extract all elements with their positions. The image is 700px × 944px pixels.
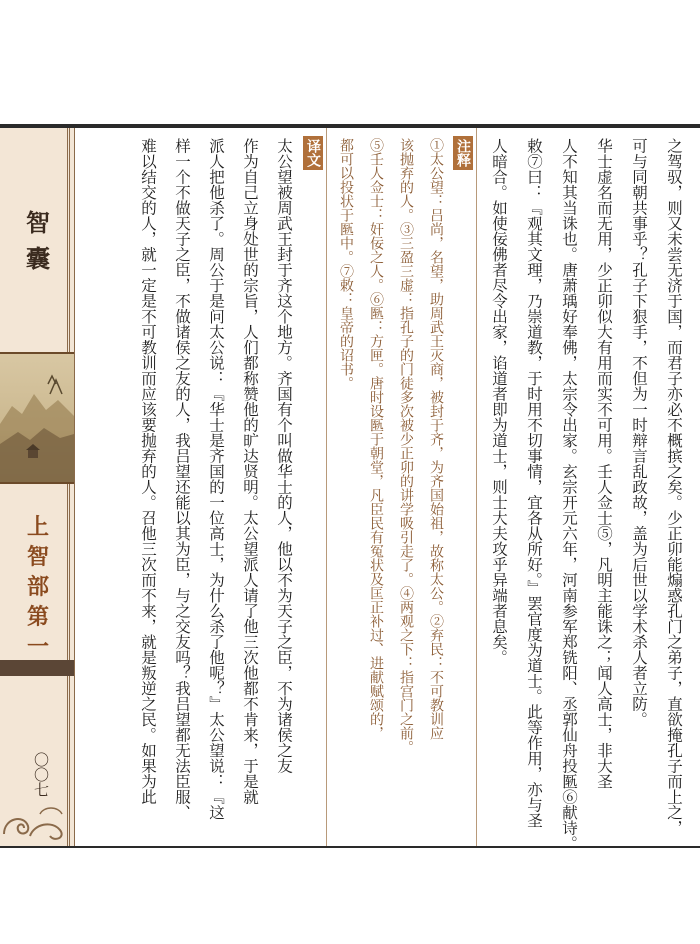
translation-column-4: 样一个不做天子之臣，不做诸侯之友的人，我吕望还能以其为臣，与之交友吗？我吕望都无法臣服、 xyxy=(173,138,191,820)
bottom-rule xyxy=(0,846,700,848)
book-title: 智囊 xyxy=(26,208,50,273)
original-column-2: 可与同朝共事乎？孔子下狠手，不但为一时辩言乱政故，盖为后世以学术杀人者立防。 xyxy=(630,138,648,727)
original-column-5: 敕⑦曰：『观其文理，乃崇道教，于时用不切事情，宜各从所好。』罢官度为道士。此等作用，亦与圣 xyxy=(525,138,543,828)
original-column-1: 之驾驭，则又未尝无济于国，而君子亦必不概摈之矣。少正卯能煽惑孔门之弟子，直欲掩孔子而上之， xyxy=(665,138,683,836)
translation-column-5: 难以结交的人，就一定是不可教训而应该要抛弃的人。召他三次而不来，就是叛逆之民。如果为此 xyxy=(139,138,157,805)
page-border xyxy=(74,128,75,846)
column-divider xyxy=(476,128,477,846)
original-column-3: 华士虚名而无用，少正卯似大有用而实不可用。壬人佥士⑤，凡明主能诛之；闻人高士，非大圣 xyxy=(595,138,613,789)
notes-column-4: 都可以投状于匦中。⑦敕：皇帝的诏书。 xyxy=(338,138,354,390)
top-rule xyxy=(0,124,700,128)
landscape-painting xyxy=(0,352,74,484)
decorative-band xyxy=(0,660,74,676)
translation-column-1: 太公望被周武王封于齐这个地方。齐国有个叫做华士的人，他以不为天子之臣，不为诸侯之友 xyxy=(275,138,293,774)
translation-tag: 译文 xyxy=(303,136,323,170)
translation-column-3: 派人把他杀了。周公于是问太公说：『华士是齐国的一位高士，为什么杀了他呢？』太公望说：『这 xyxy=(207,138,225,820)
translation-column-2: 作为自己立身处世的宗旨，人们都称赞他的旷达贤明。太公望派人请了他三次他都不肯来，于是就 xyxy=(241,138,259,805)
notes-column-2: 该抛弃的人。③三盈三虚：指孔子的门徒多次被少正卯的讲学吸引走了。④两观之下：指宫门之前。 xyxy=(398,138,414,754)
notes-column-1: ①太公望：吕尚，名望，助周武王灭商，被封于齐，为齐国始祖，故称太公。②弃民：不可教训应 xyxy=(428,138,444,740)
column-divider xyxy=(326,128,327,846)
chapter-title: 上智部第一 xyxy=(26,514,49,660)
page-number: 〇〇七 xyxy=(32,752,50,797)
notes-tag: 注释 xyxy=(453,136,473,170)
original-column-4: 人不知其当诛也。唐萧瑀好奉佛，太宗令出家。玄宗开元六年，河南参军郑铣阳、丞郭仙舟投匦⑥献诗。 xyxy=(560,138,578,851)
original-column-6: 人暗合。如使佞佛者尽令出家，谄道者即为道士，则士大夫攻乎异端者息矣。 xyxy=(490,138,508,665)
notes-column-3: ⑤壬人佥士：奸佞之人。⑥匦：方匣。唐时设匦于朝堂，凡臣民有冤状及匡正补过、进献赋颂的， xyxy=(368,138,384,740)
cloud-ornament-icon xyxy=(0,790,74,846)
